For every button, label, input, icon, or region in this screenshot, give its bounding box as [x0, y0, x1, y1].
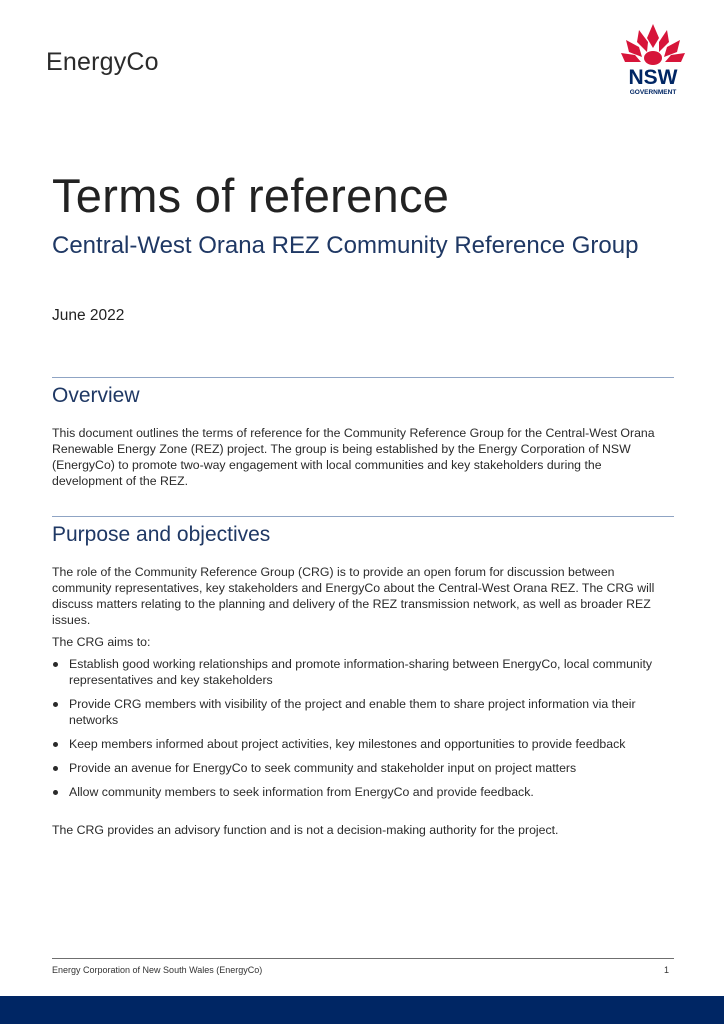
bullet-icon — [53, 766, 58, 771]
waratah-flower-icon — [621, 24, 685, 65]
purpose-paragraph: The role of the Community Reference Group (CRG) is to provide an open forum for discussion between community representatives, key stakeholders and EnergyCo about the Central-West Orana REZ. The CRG will discuss matters relating to the planning and delivery of the REZ transmission network, as well as broader REZ issues. — [52, 565, 655, 627]
closing-paragraph: The CRG provides an advisory function and is not a decision-making authority for the project. — [52, 823, 559, 837]
list-item — [52, 736, 674, 752]
document-subtitle: Central-West Orana REZ Community Reference Group — [52, 232, 639, 259]
bullet-icon — [53, 662, 58, 667]
nsw-logo-text: NSW — [628, 66, 678, 89]
brand-wordmark: EnergyCo — [46, 48, 159, 76]
list-item — [52, 784, 674, 800]
document-title: Terms of reference — [52, 169, 450, 222]
document-date: June 2022 — [52, 307, 125, 324]
overview-heading: Overview — [52, 384, 140, 407]
page-number: 1 — [664, 965, 670, 975]
list-item-text: Provide CRG members with visibility of the project and enable them to share project information via their networks — [69, 697, 636, 727]
bullet-icon — [53, 742, 58, 747]
list-item-text: Keep members informed about project activities, key milestones and opportunities to provide feedback — [69, 737, 626, 751]
list-item-text: Provide an avenue for EnergyCo to seek community and stakeholder input on project matters — [69, 761, 577, 775]
list-item — [52, 760, 674, 776]
purpose-heading: Purpose and objectives — [52, 523, 271, 546]
aims-intro: The CRG aims to: — [52, 635, 151, 649]
footer-band — [0, 996, 724, 1024]
footer-organisation: Energy Corporation of New South Wales (EnergyCo) — [52, 965, 263, 975]
footer-divider — [52, 958, 674, 959]
nsw-logo-subtext: GOVERNMENT — [629, 89, 677, 96]
bullet-icon — [53, 702, 58, 707]
list-item-text: Allow community members to seek information from EnergyCo and provide feedback. — [69, 785, 534, 799]
overview-paragraph: This document outlines the terms of reference for the Community Reference Group for the Central-West Orana Renewable Energy Zone (REZ) project. The group is being established by the Energy Corporation of NSW (EnergyCo) to promote two-way engagement with local communities and key stakeholders during the development of the REZ. — [52, 426, 655, 488]
list-item — [52, 656, 674, 688]
aims-list — [52, 656, 674, 808]
section-divider — [52, 377, 674, 378]
bullet-icon — [53, 790, 58, 795]
list-item-text: Establish good working relationships and promote information-sharing between EnergyCo, local community representatives and key stakeholders — [69, 657, 653, 687]
nsw-government-logo — [617, 22, 689, 98]
section-divider — [52, 516, 674, 517]
list-item — [52, 696, 674, 728]
